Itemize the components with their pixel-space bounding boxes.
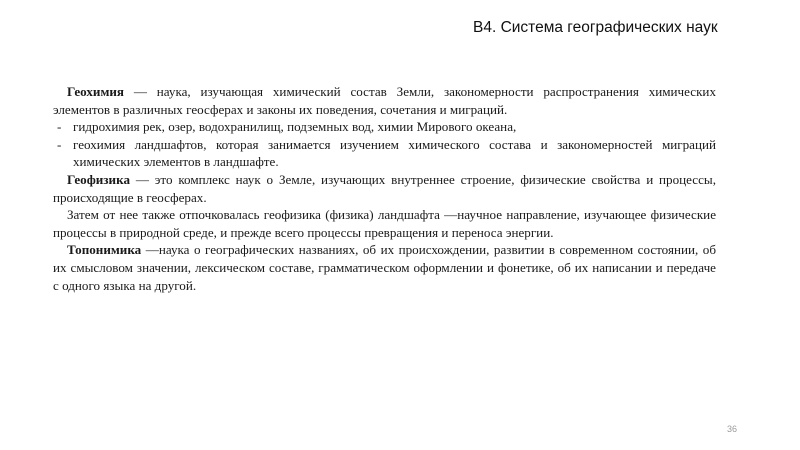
paragraph-geochemistry	[53, 83, 716, 118]
geochemistry-definition: — наука, изучающая химический состав Земли, закономерности распространения химических элементов в различных геосферах и законы их поведения, сочетания и миграций.	[53, 84, 716, 117]
list-item	[53, 118, 716, 136]
bullet-dash: -	[57, 136, 62, 152]
slide-content	[53, 83, 716, 294]
bullet-text: гидрохимия рек, озер, водохранилищ, подземных вод, химии Мирового океана,	[73, 119, 517, 135]
toponymy-definition: —наука о географических названиях, об их происхождении, развитии в современном состоянии, об их смысловом значении, лексическом составе, грамматическом оформлении и фонетике, об их написании и передаче с одного языка на другой.	[53, 242, 716, 293]
paragraph-landscape-geophysics: Затем от нее также отпочковалась геофизика (физика) ландшафта —научное направление, изучающее физические процессы в природной среде, и прежде всего процессы превращения и переноса энергии.	[53, 207, 716, 240]
term-geophysics: Геофизика	[67, 171, 130, 187]
term-geochemistry: Геохимия	[67, 84, 125, 99]
page-number: 36	[727, 424, 738, 434]
list-item	[53, 136, 716, 171]
paragraph-geophysics	[53, 171, 716, 206]
bullet-text: геохимия ландшафтов, которая занимается изучением химического состава и закономерностей миграций химических элементов в ландшафте.	[73, 136, 716, 170]
geophysics-definition: — это комплекс наук о Земле, изучающих внутреннее строение, физические свойства и процессы, происходящие в геосферах.	[53, 171, 716, 205]
term-toponymy: Топонимика	[67, 242, 142, 258]
bullet-dash: -	[57, 119, 62, 135]
paragraph-toponymy	[53, 241, 716, 294]
slide-title: В4. Система географических наук	[473, 19, 718, 36]
